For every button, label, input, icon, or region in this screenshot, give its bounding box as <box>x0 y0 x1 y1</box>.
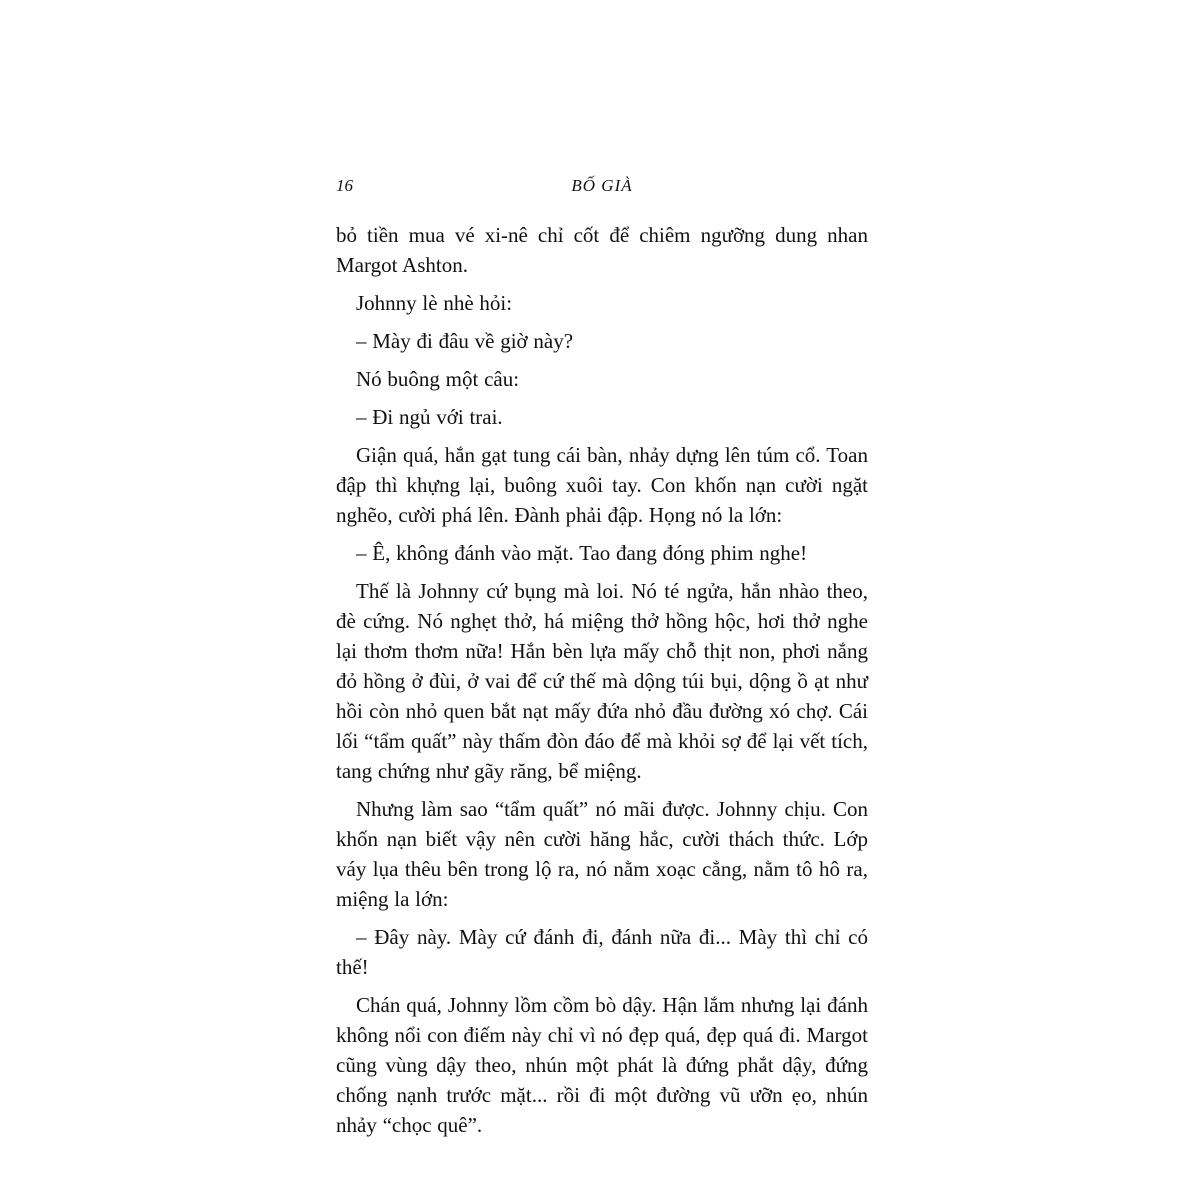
paragraph: Nó buông một câu: <box>356 367 520 391</box>
paragraph: bỏ tiền mua vé xi-nê chỉ cốt để chiêm ngưỡng dung nhan Margot Ashton. <box>336 223 868 277</box>
paragraph: Chán quá, Johnny lồm cồm bò dậy. Hận lắm nhưng lại đánh không nổi con điếm này chỉ vì nó đẹp quá, đẹp quá đi. Margot cũng vùng dậy theo, nhún một phát là đứng phắt dậy, đứng chống nạnh trước mặt... rồi đi một đường vũ ưỡn ẹo, nhún nhảy “chọc quê”. <box>336 993 868 1137</box>
dialogue-line: – Đây này. Mày cứ đánh đi, đánh nữa đi... Mày thì chỉ có thế! <box>336 925 868 979</box>
dialogue-line: – Mày đi đâu về giờ này? <box>356 329 574 353</box>
paragraph: Nhưng làm sao “tẩm quất” nó mãi được. Johnny chịu. Con khốn nạn biết vậy nên cười hăng hắc, cười thách thức. Lớp váy lụa thêu bên trong lộ ra, nó nằm xoạc cẳng, nằm tô hô ra, miệng la lớn: <box>336 797 868 911</box>
dialogue-line: – Ê, không đánh vào mặt. Tao đang đóng phim nghe! <box>356 541 808 565</box>
running-head <box>336 170 868 202</box>
paragraph: Giận quá, hắn gạt tung cái bàn, nhảy dựng lên túm cổ. Toan đập thì khựng lại, buông xuôi tay. Con khốn nạn cười ngặt nghẽo, cười phá lên. Đành phải đập. Họng nó la lớn: <box>336 443 868 527</box>
running-title: BỐ GIÀ <box>571 176 633 195</box>
page-number: 16 <box>336 176 353 195</box>
book-page <box>336 170 868 1148</box>
dialogue-line: – Đi ngủ với trai. <box>356 405 503 429</box>
paragraph: Thế là Johnny cứ bụng mà loi. Nó té ngửa, hắn nhào theo, đè cứng. Nó nghẹt thở, há miệng thở hồng hộc, hơi thở nghe lại thơm thơm nữa! Hắn bèn lựa mấy chỗ thịt non, phơi nắng đỏ hồng ở đùi, ở vai để cứ thế mà dộng túi bụi, dộng ồ ạt như hồi còn nhỏ quen bắt nạt mấy đứa nhỏ đầu đường xó chợ. Cái lối “tẩm quất” này thấm đòn đáo để mà khỏi sợ để lại vết tích, tang chứng như gãy răng, bể miệng. <box>336 579 868 783</box>
body-text <box>336 220 868 1140</box>
paragraph: Johnny lè nhè hỏi: <box>356 291 513 315</box>
